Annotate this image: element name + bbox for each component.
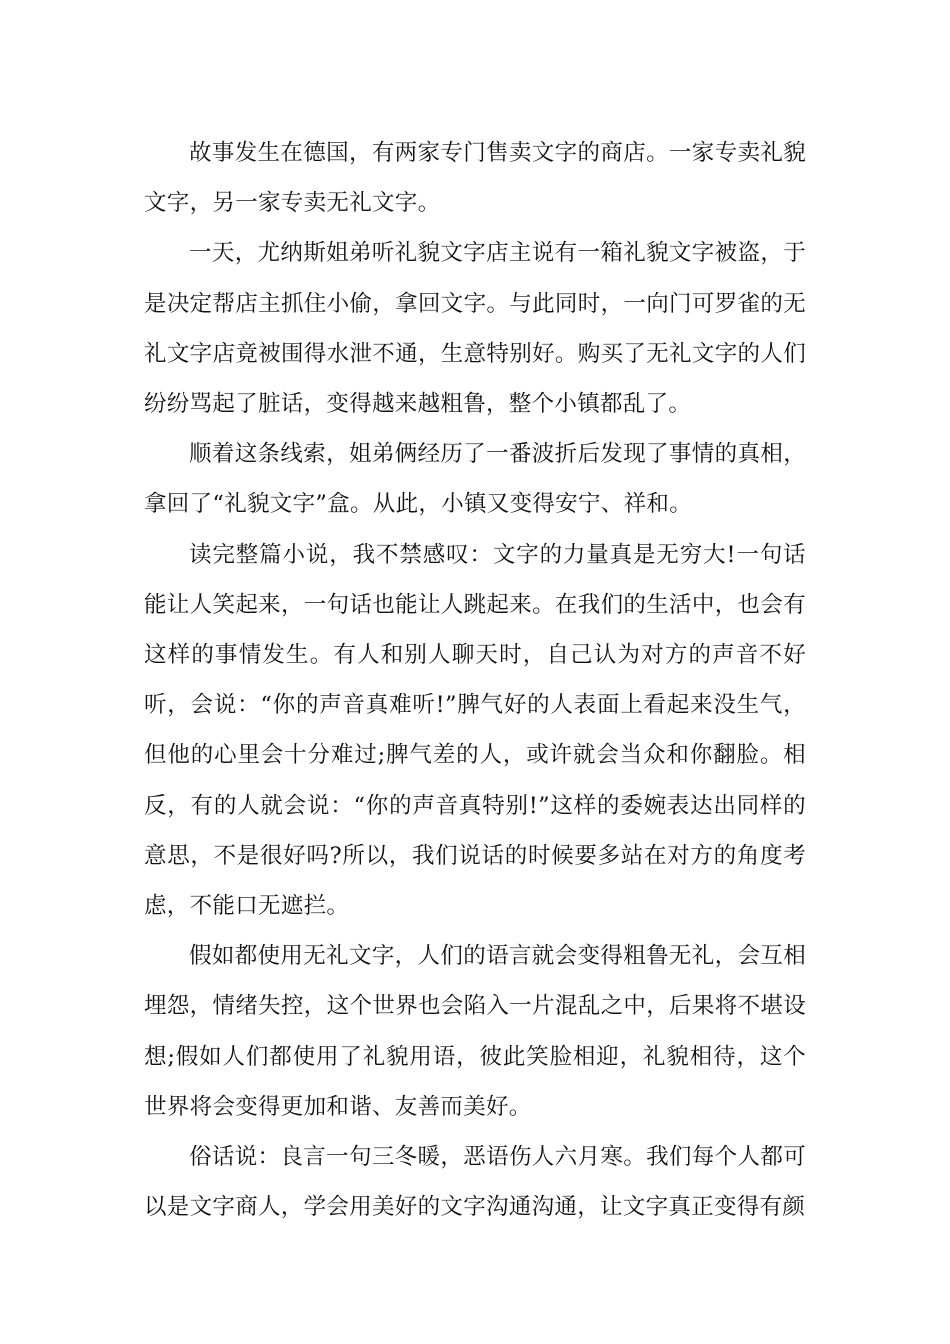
paragraph-1: 故事发生在德国，有两家专门售卖文字的商店。一家专卖礼貌文字，另一家专卖无礼文字。 [144, 140, 806, 217]
essay-body [144, 128, 806, 1232]
paragraph-6: 俗话说：良言一句三冬暖，恶语伤人六月寒。我们每个人都可以是文字商人，学会用美好的文字沟通沟通，让文字真正变得有颜 [144, 1144, 806, 1221]
paragraph-5: 假如都使用无礼文字，人们的语言就会变得粗鲁无礼，会互相埋怨，情绪失控，这个世界也会陷入一片混乱之中，后果将不堪设想;假如人们都使用了礼貌用语，彼此笑脸相迎，礼貌相待，这个世界将会变得更加和谐、友善而美好。 [144, 943, 806, 1120]
paragraph-4: 读完整篇小说，我不禁感叹：文字的力量真是无穷大!一句话能让人笑起来，一句话也能让人跳起来。在我们的生活中，也会有这样的事情发生。有人和别人聊天时，自己认为对方的声音不好听，会说：“你的声音真难听!”脾气好的人表面上看起来没生气，但他的心里会十分难过;脾气差的人，或许就会当众和你翻脸。相反，有的人就会说：“你的声音真特别!”这样的委婉表达出同样的意思，不是很好吗?所以，我们说话的时候要多站在对方的角度考虑，不能口无遮拦。 [144, 541, 806, 920]
paragraph-2: 一天，尤纳斯姐弟听礼貌文字店主说有一箱礼貌文字被盗，于是决定帮店主抓住小偷，拿回文字。与此同时，一向门可罗雀的无礼文字店竟被围得水泄不通，生意特别好。购买了无礼文字的人们纷纷骂起了脏话，变得越来越粗鲁，整个小镇都乱了。 [144, 240, 806, 418]
paragraph-3: 顺着这条线索，姐弟俩经历了一番波折后发现了事情的真相，拿回了“礼貌文字”盒。从此，小镇又变得安宁、祥和。 [144, 441, 806, 518]
